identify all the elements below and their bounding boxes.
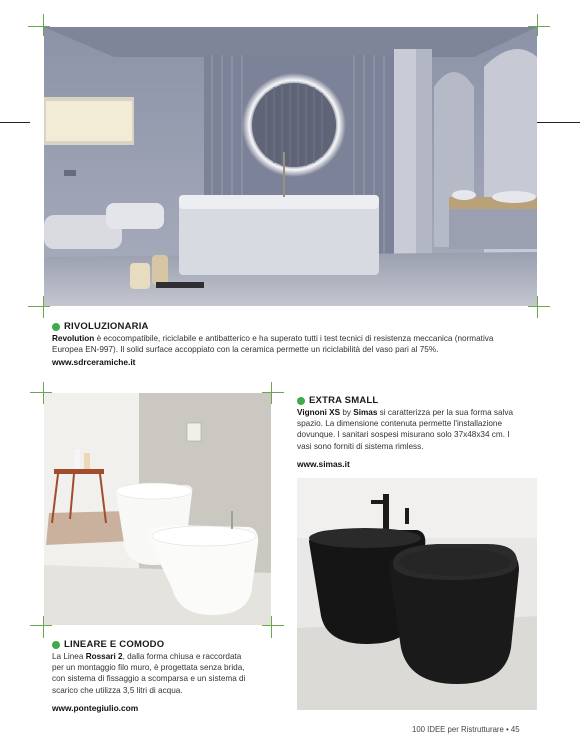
product-name: Vignoni XS: [297, 408, 341, 417]
body-line: per un montaggio filo muro, è progettata senza brida,: [52, 663, 245, 673]
heading-text: EXTRA SMALL: [309, 395, 379, 406]
product-name: Revolution: [52, 334, 95, 343]
photo-revolution-bathroom: [44, 27, 537, 306]
crop-mark: [537, 296, 538, 318]
crop-mark: [271, 382, 272, 404]
body-line: spazio. La dimensione contenuta permette l'installazione: [297, 419, 503, 429]
brand-url-simas[interactable]: www.simas.it: [297, 459, 350, 469]
green-bullet-icon: [52, 323, 60, 331]
article-body-rivoluzionaria: [52, 333, 542, 355]
article-body-extra-small: [297, 407, 542, 452]
crop-mark: [30, 625, 52, 626]
heading-text: RIVOLUZIONARIA: [64, 321, 149, 332]
heading-text: LINEARE E COMODO: [64, 639, 165, 650]
body-text: by: [340, 408, 354, 417]
section-heading-lineare: [52, 639, 164, 650]
green-bullet-icon: [297, 397, 305, 405]
body-line: Europea EN-997). Il solid surface accoppiato con la ceramica permette un riciclabilità del vaso pari al 75%.: [52, 345, 439, 355]
section-heading-rivoluzionaria: [52, 321, 149, 332]
green-bullet-icon: [52, 641, 60, 649]
brand-url-sdrceramiche[interactable]: www.sdrceramiche.it: [52, 357, 136, 367]
body-line: [52, 651, 277, 662]
body-line: dovunque. I sanitari sospesi misurano solo 37x48x34 cm. I: [297, 430, 510, 440]
article-body-lineare: [52, 651, 277, 696]
body-line: [297, 407, 542, 418]
crop-mark: [262, 625, 284, 626]
brand-url-pontegiulio[interactable]: www.pontegiulio.com: [52, 703, 139, 713]
photo-rossari-wc-bidet: [44, 393, 271, 625]
product-name: Rossari 2: [85, 652, 123, 661]
crop-mark: [271, 616, 272, 638]
maker-name: Simas: [353, 408, 378, 417]
body-text: è ecocompatibile, riciclabile e antibatterico e ha superato tutti i test tecnici di resistenza meccanica (normativa: [94, 334, 494, 343]
body-line: [52, 333, 542, 344]
body-line: scarico che utilizza 3,5 litri di acqua.: [52, 685, 183, 695]
edge-line-right: [537, 122, 580, 123]
body-line: vasi sono forniti di sistema rimless.: [297, 441, 424, 451]
body-text: si caratterizza per la sua forma salva: [377, 408, 514, 417]
body-text: La Linea: [52, 652, 86, 661]
crop-mark: [28, 306, 50, 307]
crop-mark: [537, 14, 538, 36]
crop-mark: [528, 306, 550, 307]
photo-vignoni-xs-black: [297, 478, 537, 710]
body-text: , dalla forma chiusa e raccordata: [122, 652, 242, 661]
edge-line-left: [0, 122, 30, 123]
body-line: con sistema di fissaggio a scomparsa e un sistema di: [52, 674, 246, 684]
page-footer: 100 IDEE per Ristrutturare • 45: [412, 725, 520, 734]
section-heading-extra-small: [297, 395, 378, 406]
